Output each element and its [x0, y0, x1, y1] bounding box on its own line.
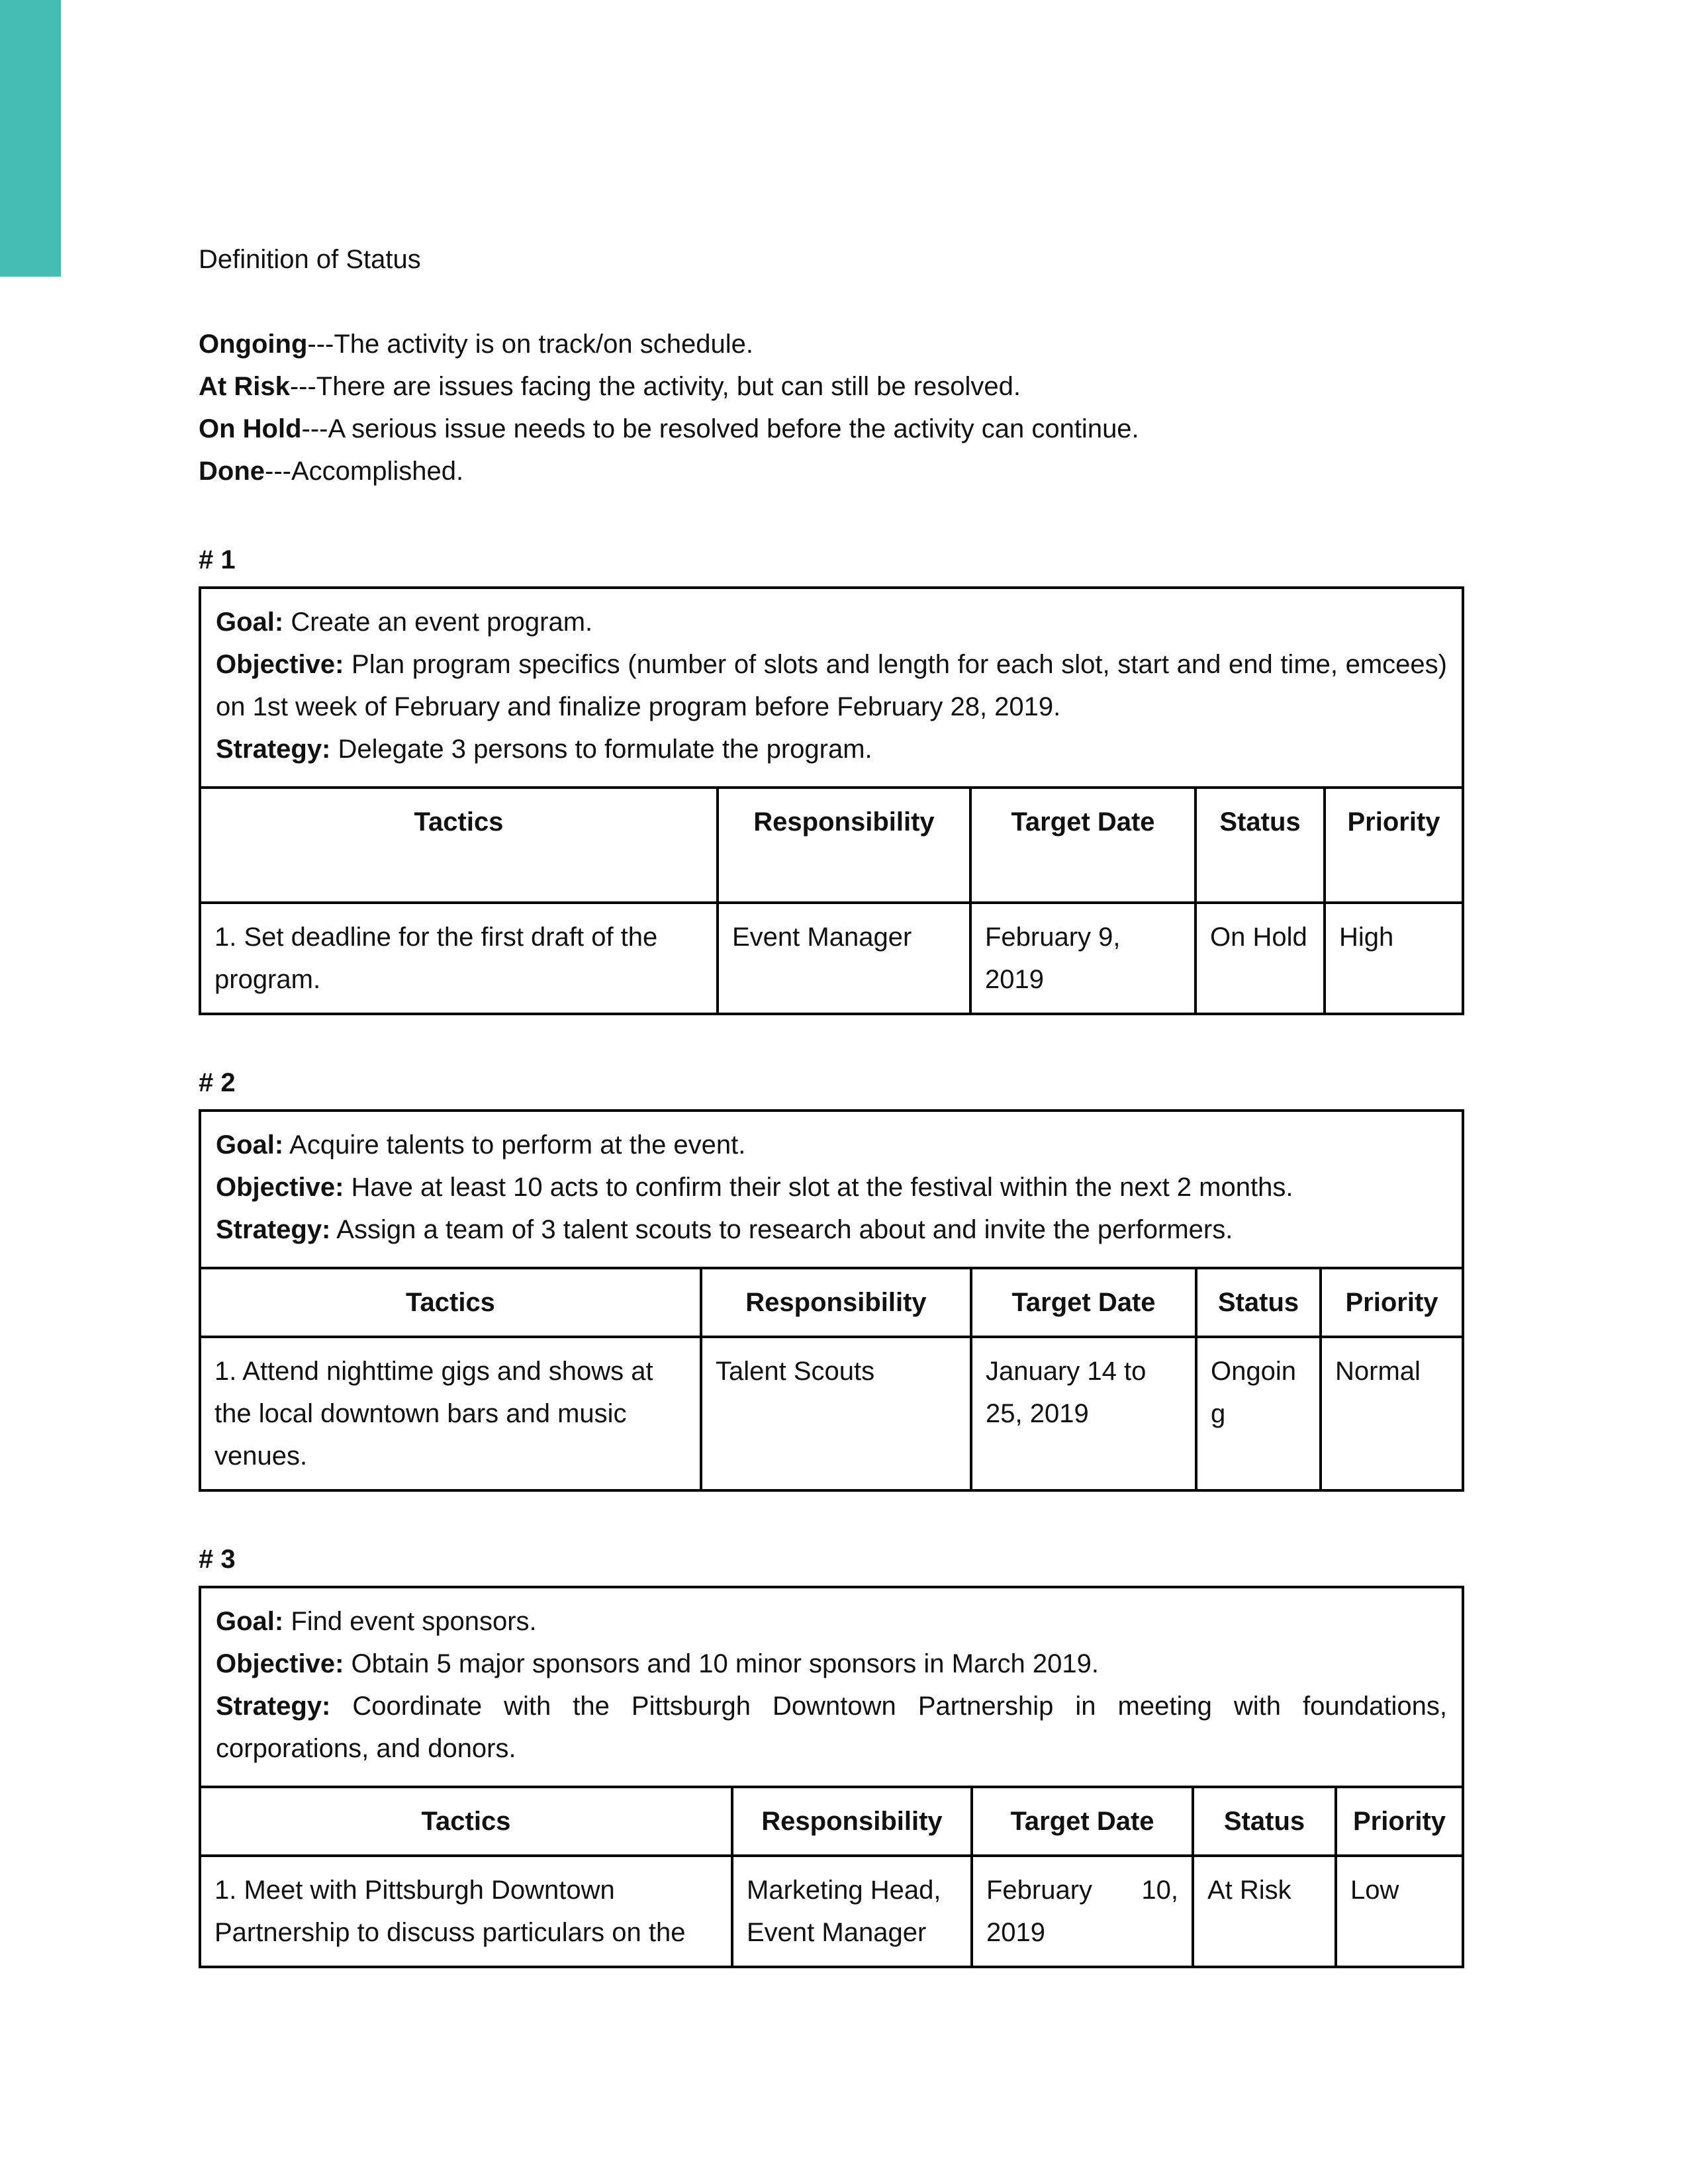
header-target-date: Target Date: [972, 1787, 1193, 1856]
header-target-date: Target Date: [971, 1268, 1196, 1337]
table-row: [201, 1337, 1462, 1489]
cell-priority: Low: [1336, 1856, 1462, 1966]
definition-on-hold: On Hold---A serious issue needs to be resolved before the activity can continue.: [199, 414, 1139, 443]
goal-header: [201, 1112, 1462, 1267]
section-number: # 3: [199, 1545, 236, 1574]
header-status: Status: [1196, 1268, 1321, 1337]
table-header-row: [201, 1268, 1462, 1337]
cell-target-date: January 14 to 25, 2019: [971, 1337, 1196, 1489]
tactics-table: [201, 1267, 1462, 1489]
header-priority: Priority: [1325, 788, 1462, 903]
strategy-line: Strategy: Delegate 3 persons to formulate the program.: [216, 735, 872, 764]
cell-responsibility: Marketing Head, Event Manager: [732, 1856, 972, 1966]
definition-done: Done---Accomplished.: [199, 457, 464, 486]
header-tactics: Tactics: [201, 1268, 701, 1337]
section-number: # 1: [199, 545, 236, 574]
goal-header: [201, 589, 1462, 786]
goal-section: [199, 1586, 1464, 1968]
goal-line: Goal: Create an event program.: [216, 608, 593, 637]
document-body: [199, 238, 1464, 1968]
objective-line: Objective: Have at least 10 acts to confirm their slot at the festival within the next 2 months.: [216, 1173, 1293, 1202]
cell-priority: Normal: [1321, 1337, 1462, 1489]
definition-ongoing: Ongoing---The activity is on track/on schedule.: [199, 330, 753, 359]
table-row: [201, 1856, 1462, 1966]
header-status: Status: [1193, 1787, 1336, 1856]
cell-status: Ongoing: [1196, 1337, 1321, 1489]
objective-line: Objective: Plan program specifics (number of slots and length for each slot, start and end time, emcees) on 1st week of February and finalize program before February 28, 2019.: [216, 650, 1447, 721]
header-status: Status: [1196, 788, 1325, 903]
header-priority: Priority: [1321, 1268, 1462, 1337]
goal-section: [199, 1109, 1464, 1492]
goal-line: Goal: Find event sponsors.: [216, 1607, 537, 1636]
table-header-row: [201, 788, 1462, 903]
cell-responsibility: Event Manager: [718, 903, 970, 1013]
table-row: [201, 903, 1462, 1013]
header-target-date: Target Date: [970, 788, 1196, 903]
header-tactics: Tactics: [201, 1787, 732, 1856]
goal-header: [201, 1588, 1462, 1786]
cell-tactic: 1. Attend nighttime gigs and shows at the local downtown bars and music venues.: [201, 1337, 701, 1489]
strategy-line: Strategy: Assign a team of 3 talent scouts to research about and invite the performers.: [216, 1215, 1233, 1244]
cell-target-date: February 9, 2019: [970, 903, 1196, 1013]
cell-target-date: February 10, 2019: [972, 1856, 1193, 1966]
cell-responsibility: Talent Scouts: [701, 1337, 971, 1489]
section-number: # 2: [199, 1068, 236, 1097]
cell-status: At Risk: [1193, 1856, 1336, 1966]
header-responsibility: Responsibility: [718, 788, 970, 903]
cell-tactic: 1. Meet with Pittsburgh Downtown Partnership to discuss particulars on the: [201, 1856, 732, 1966]
goal-section: [199, 586, 1464, 1015]
cell-tactic: 1. Set deadline for the first draft of the program.: [201, 903, 718, 1013]
cell-status: On Hold: [1196, 903, 1325, 1013]
tactics-table: [201, 786, 1462, 1013]
header-responsibility: Responsibility: [701, 1268, 971, 1337]
goal-line: Goal: Acquire talents to perform at the event.: [216, 1130, 746, 1160]
objective-line: Objective: Obtain 5 major sponsors and 10 minor sponsors in March 2019.: [216, 1649, 1100, 1678]
definitions-title: Definition of Status: [199, 245, 421, 274]
cell-priority: High: [1325, 903, 1462, 1013]
header-tactics: Tactics: [201, 788, 718, 903]
table-header-row: [201, 1787, 1462, 1856]
tactics-table: [201, 1786, 1462, 1966]
side-accent-tab: [0, 0, 61, 277]
definition-at-risk: At Risk---There are issues facing the activity, but can still be resolved.: [199, 372, 1021, 401]
strategy-line: Strategy: Coordinate with the Pittsburgh Downtown Partnership in meeting with foundations, corporations, and donors.: [216, 1692, 1447, 1763]
header-responsibility: Responsibility: [732, 1787, 972, 1856]
header-priority: Priority: [1336, 1787, 1462, 1856]
